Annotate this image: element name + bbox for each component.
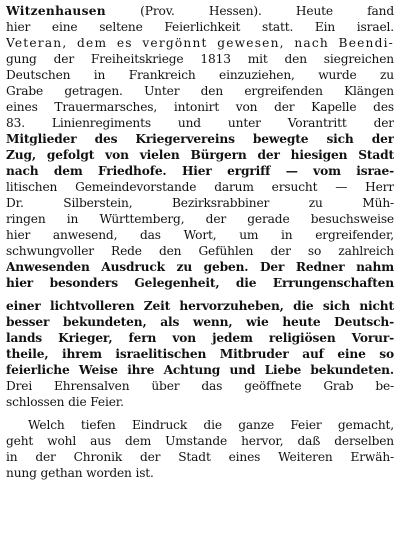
article-line: besser bekundeten, als wenn, wie heute Deutsch-: [6, 315, 394, 329]
article-line: geht wohl aus dem Umstande hervor, daß derselben: [6, 434, 394, 448]
article-line: nach dem Friedhofe. Hier ergriff — vom israe-: [6, 164, 394, 178]
article-line: hier besonders Gelegenheit, die Errungenschaften: [6, 276, 394, 290]
article-line: einer lichtvolleren Zeit hervorzuheben, die sich nicht: [6, 299, 394, 313]
article-line: 83. Linienregiments und unter Vorantritt der: [6, 116, 394, 130]
line-gap: [6, 291, 394, 298]
article-line: nung gethan worden ist.: [6, 466, 154, 480]
line-gap: [6, 410, 394, 417]
article-line: lands Krieger, fern von jedem religiösen Vorur-: [6, 331, 394, 345]
article-line: hier eine seltene Feierlichkeit statt. Ein israel.: [6, 20, 394, 34]
article-line: ringen in Württemberg, der gerade besuchsweise: [6, 212, 394, 226]
article-line: litischen Gemeindevorstande darum ersucht — Herr: [6, 180, 394, 194]
article-heading: Witzenhausen: [6, 4, 106, 18]
article-line: Anwesenden Ausdruck zu geben. Der Redner nahm: [6, 260, 394, 274]
article-line: gung der Freiheitskriege 1813 mit den siegreichen: [6, 52, 394, 66]
article-line: Grabe getragen. Unter den ergreifenden Klängen: [6, 84, 394, 98]
article-line: Dr. Silberstein, Bezirksrabbiner zu Müh-: [6, 196, 394, 210]
article-first-line: [6, 3, 394, 19]
article-line: hier anwesend, das Wort, um in ergreifender,: [6, 228, 394, 242]
article-line: feierliche Weise ihre Achtung und Liebe bekundeten.: [6, 363, 394, 377]
article-line: Zug, gefolgt von vielen Bürgern der hiesigen Stadt: [6, 148, 394, 162]
article-line: Mitglieder des Kriegervereins bewegte sich der: [6, 132, 394, 146]
article-line: (Prov. Hessen). Heute fand: [140, 4, 394, 18]
article-line: schlossen die Feier.: [6, 395, 124, 409]
article-line: theile, ihrem israelitischen Mitbruder auf eine so: [6, 347, 394, 361]
article-line: Welch tiefen Eindruck die ganze Feier gemacht,: [28, 418, 394, 432]
article-line: Drei Ehrensalven über das geöffnete Grab be-: [6, 379, 394, 393]
article-line: in der Chronik der Stadt eines Weiteren Erwäh-: [6, 450, 394, 464]
article-line: Veteran, dem es vergönnt gewesen, nach Beendi-: [6, 36, 394, 50]
article-line: eines Trauermarsches, intonirt von der Kapelle des: [6, 100, 394, 114]
article-line: Deutschen in Frankreich einzuziehen, wurde zu: [6, 68, 394, 82]
article-line: schwungvoller Rede den Gefühlen der so zahlreich: [6, 244, 394, 258]
